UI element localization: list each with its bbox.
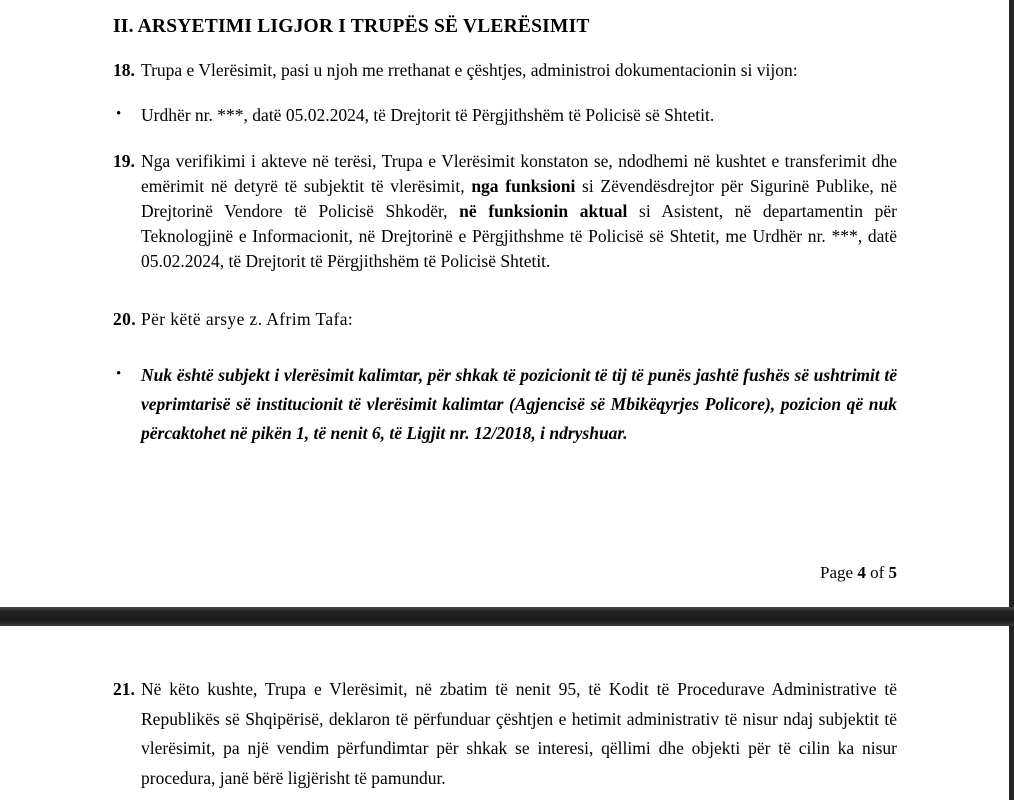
paragraph-18 [113,58,897,83]
paragraph-text: Në këto kushte, Trupa e Vlerësimit, në zbatim të nenit 95, të Kodit të Procedurave Administrative të Republikës së Shqipërisë, deklaron të përfunduar çështjen e hetimit administrativ të nisur ndaj subjektit të vlerësimit, pa një vendim përfundimtar për shkak se interesi, qëllimi dhe objekti për të cilin ka nisur procedura, janë bërë ligjërisht të pamundur. [141,679,897,788]
viewer-background-edge [1009,0,1014,800]
bullet-item-conclusion [113,361,897,448]
bullet-item-order [113,103,897,128]
paragraph-number: 21. [113,679,135,699]
section-heading: II. ARSYETIMI LIGJOR I TRUPËS SË VLERËSIMIT [113,16,590,37]
paragraph-number: 20. [113,309,137,329]
paragraph-20 [113,307,897,332]
bullet-icon: • [116,106,122,122]
paragraph-text: Trupa e Vlerësimit, pasi u njoh me rrethanat e çështjes, administroi dokumentacionin si vijon: [141,60,798,80]
paragraph-number: 19. [113,151,135,171]
page-number-footer: Page 4 of 5 [820,563,897,582]
bullet-icon: • [116,366,122,382]
paragraph-21 [113,675,897,793]
paragraph-text: Për këtë arsye z. Afrim Tafa: [141,309,354,329]
bullet-text: Nuk është subjekt i vlerësimit kalimtar, për shkak të pozicionit të tij të punës jashtë fushës së ushtrimit të veprimtarisë së institucionit të vlerësimit kalimtar (Agjencisë së Mbikëqyrjes Policore), pozicion që nuk përcaktohet në pikën 1, të nenit 6, të Ligjit nr. 12/2018, i ndryshuar. [141,365,897,443]
bullet-text: Urdhër nr. ***, datë 05.02.2024, të Drejtorit të Përgjithshëm të Policisë së Shtetit. [141,105,715,125]
paragraph-text: Nga verifikimi i akteve në terësi, Trupa e Vlerësimit konstaton se, ndodhemi në kushtet e transferimit dhe emërimit në detyrë të subjektit të vlerësimit, nga funksioni si Zëvendësdrejtor për Sigurinë Publike, në Drejtorinë Vendore të Policisë Shkodër, në funksionin aktual si Asistent, në departamentin për Teknologjinë e Informacionit, në Drejtorinë e Përgjithshme të Policisë së Shtetit, me Urdhër nr. ***, datë 05.02.2024, të Drejtorit të Përgjithshëm të Policisë Shtetit. [141,151,898,271]
paragraph-19 [113,149,897,274]
paragraph-number: 18. [113,60,135,80]
page-separator [0,607,1014,626]
